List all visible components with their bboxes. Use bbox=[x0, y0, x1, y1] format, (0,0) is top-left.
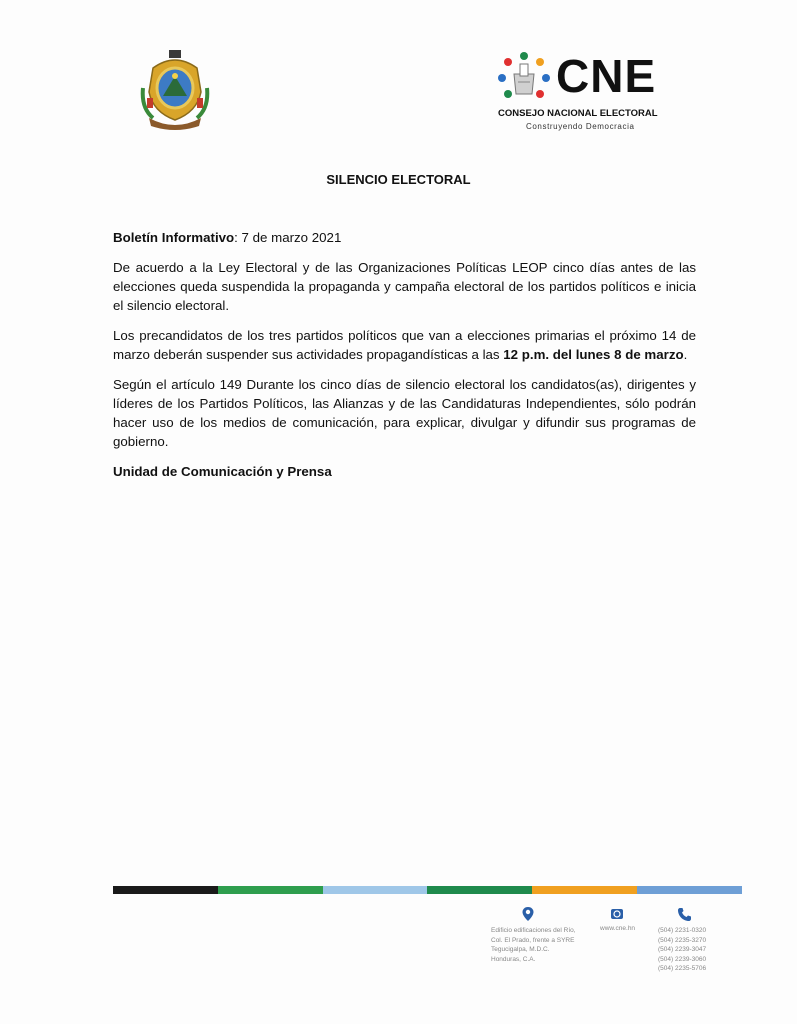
paragraph-3: Según el artículo 149 Durante los cinco días de silencio electoral los candidatos(as), dirigentes y líderes de los Partidos Políticos, las Alianzas y de las Candidaturas Independientes, sólo podrán hacer uso de los medios de comunicación, para explicar, divulgar y difundir sus programas de gobierno. bbox=[113, 377, 696, 449]
ballot-box-logo-icon bbox=[496, 48, 552, 104]
document-body bbox=[113, 228, 696, 492]
footer-color-stripe bbox=[113, 886, 742, 894]
paragraph-2-start: Los precandidatos de los tres partidos políticos que van a elecciones primarias el próximo 14 de marzo deberán suspender sus actividades propagandísticas a las bbox=[113, 328, 696, 362]
address-line: Honduras, C.A. bbox=[491, 955, 536, 963]
honduras-coat-of-arms bbox=[139, 48, 211, 132]
footer-address bbox=[491, 926, 576, 964]
address-line: Tegucigalpa, M.D.C. bbox=[491, 946, 550, 953]
cne-abbreviation: CNE bbox=[556, 50, 657, 102]
stripe-segment bbox=[323, 886, 428, 894]
paragraph-1: De acuerdo a la Ley Electoral y de las Organizaciones Políticas LEOP cinco días antes de las elecciones queda suspendida la propaganda y campaña electoral de los partidos políticos e inicia el silencio electoral. bbox=[113, 260, 696, 313]
stripe-segment bbox=[113, 886, 218, 894]
address-line: Edificio edificaciones del Río, bbox=[491, 927, 576, 934]
footer-phones bbox=[658, 926, 706, 974]
phone-number: (504) 2235-5706 bbox=[658, 965, 707, 972]
cne-full-name: CONSEJO NACIONAL ELECTORAL bbox=[498, 108, 658, 119]
stripe-segment bbox=[532, 886, 637, 894]
phone-number: (504) 2235-3270 bbox=[658, 936, 707, 944]
paragraph-2-emphasis: 12 p.m. del lunes 8 de marzo bbox=[503, 347, 684, 362]
stripe-segment bbox=[218, 886, 323, 894]
stripe-segment bbox=[427, 886, 532, 894]
address-line: Col. El Prado, frente a SYRE bbox=[491, 936, 575, 944]
signature: Unidad de Comunicación y Prensa bbox=[113, 464, 332, 479]
bulletin-date: : 7 de marzo 2021 bbox=[234, 230, 342, 245]
document-title: SILENCIO ELECTORAL bbox=[326, 172, 471, 187]
bulletin-line bbox=[113, 228, 696, 247]
cne-logo bbox=[496, 48, 676, 138]
phone-number: (504) 2231-0320 bbox=[658, 927, 707, 934]
footer-website[interactable]: www.cne.hn bbox=[600, 925, 636, 932]
cne-slogan: Construyendo Democracia bbox=[526, 122, 635, 131]
phone-number: (504) 2239-3060 bbox=[658, 955, 707, 963]
bulletin-label: Boletín Informativo bbox=[113, 230, 235, 245]
web-icon bbox=[610, 906, 624, 922]
phone-number: (504) 2239-3047 bbox=[658, 946, 707, 953]
phone-icon bbox=[677, 906, 691, 922]
location-pin-icon bbox=[521, 906, 535, 922]
paragraph-2 bbox=[113, 326, 696, 364]
stripe-segment bbox=[637, 886, 742, 894]
paragraph-2-end: . bbox=[683, 347, 688, 362]
